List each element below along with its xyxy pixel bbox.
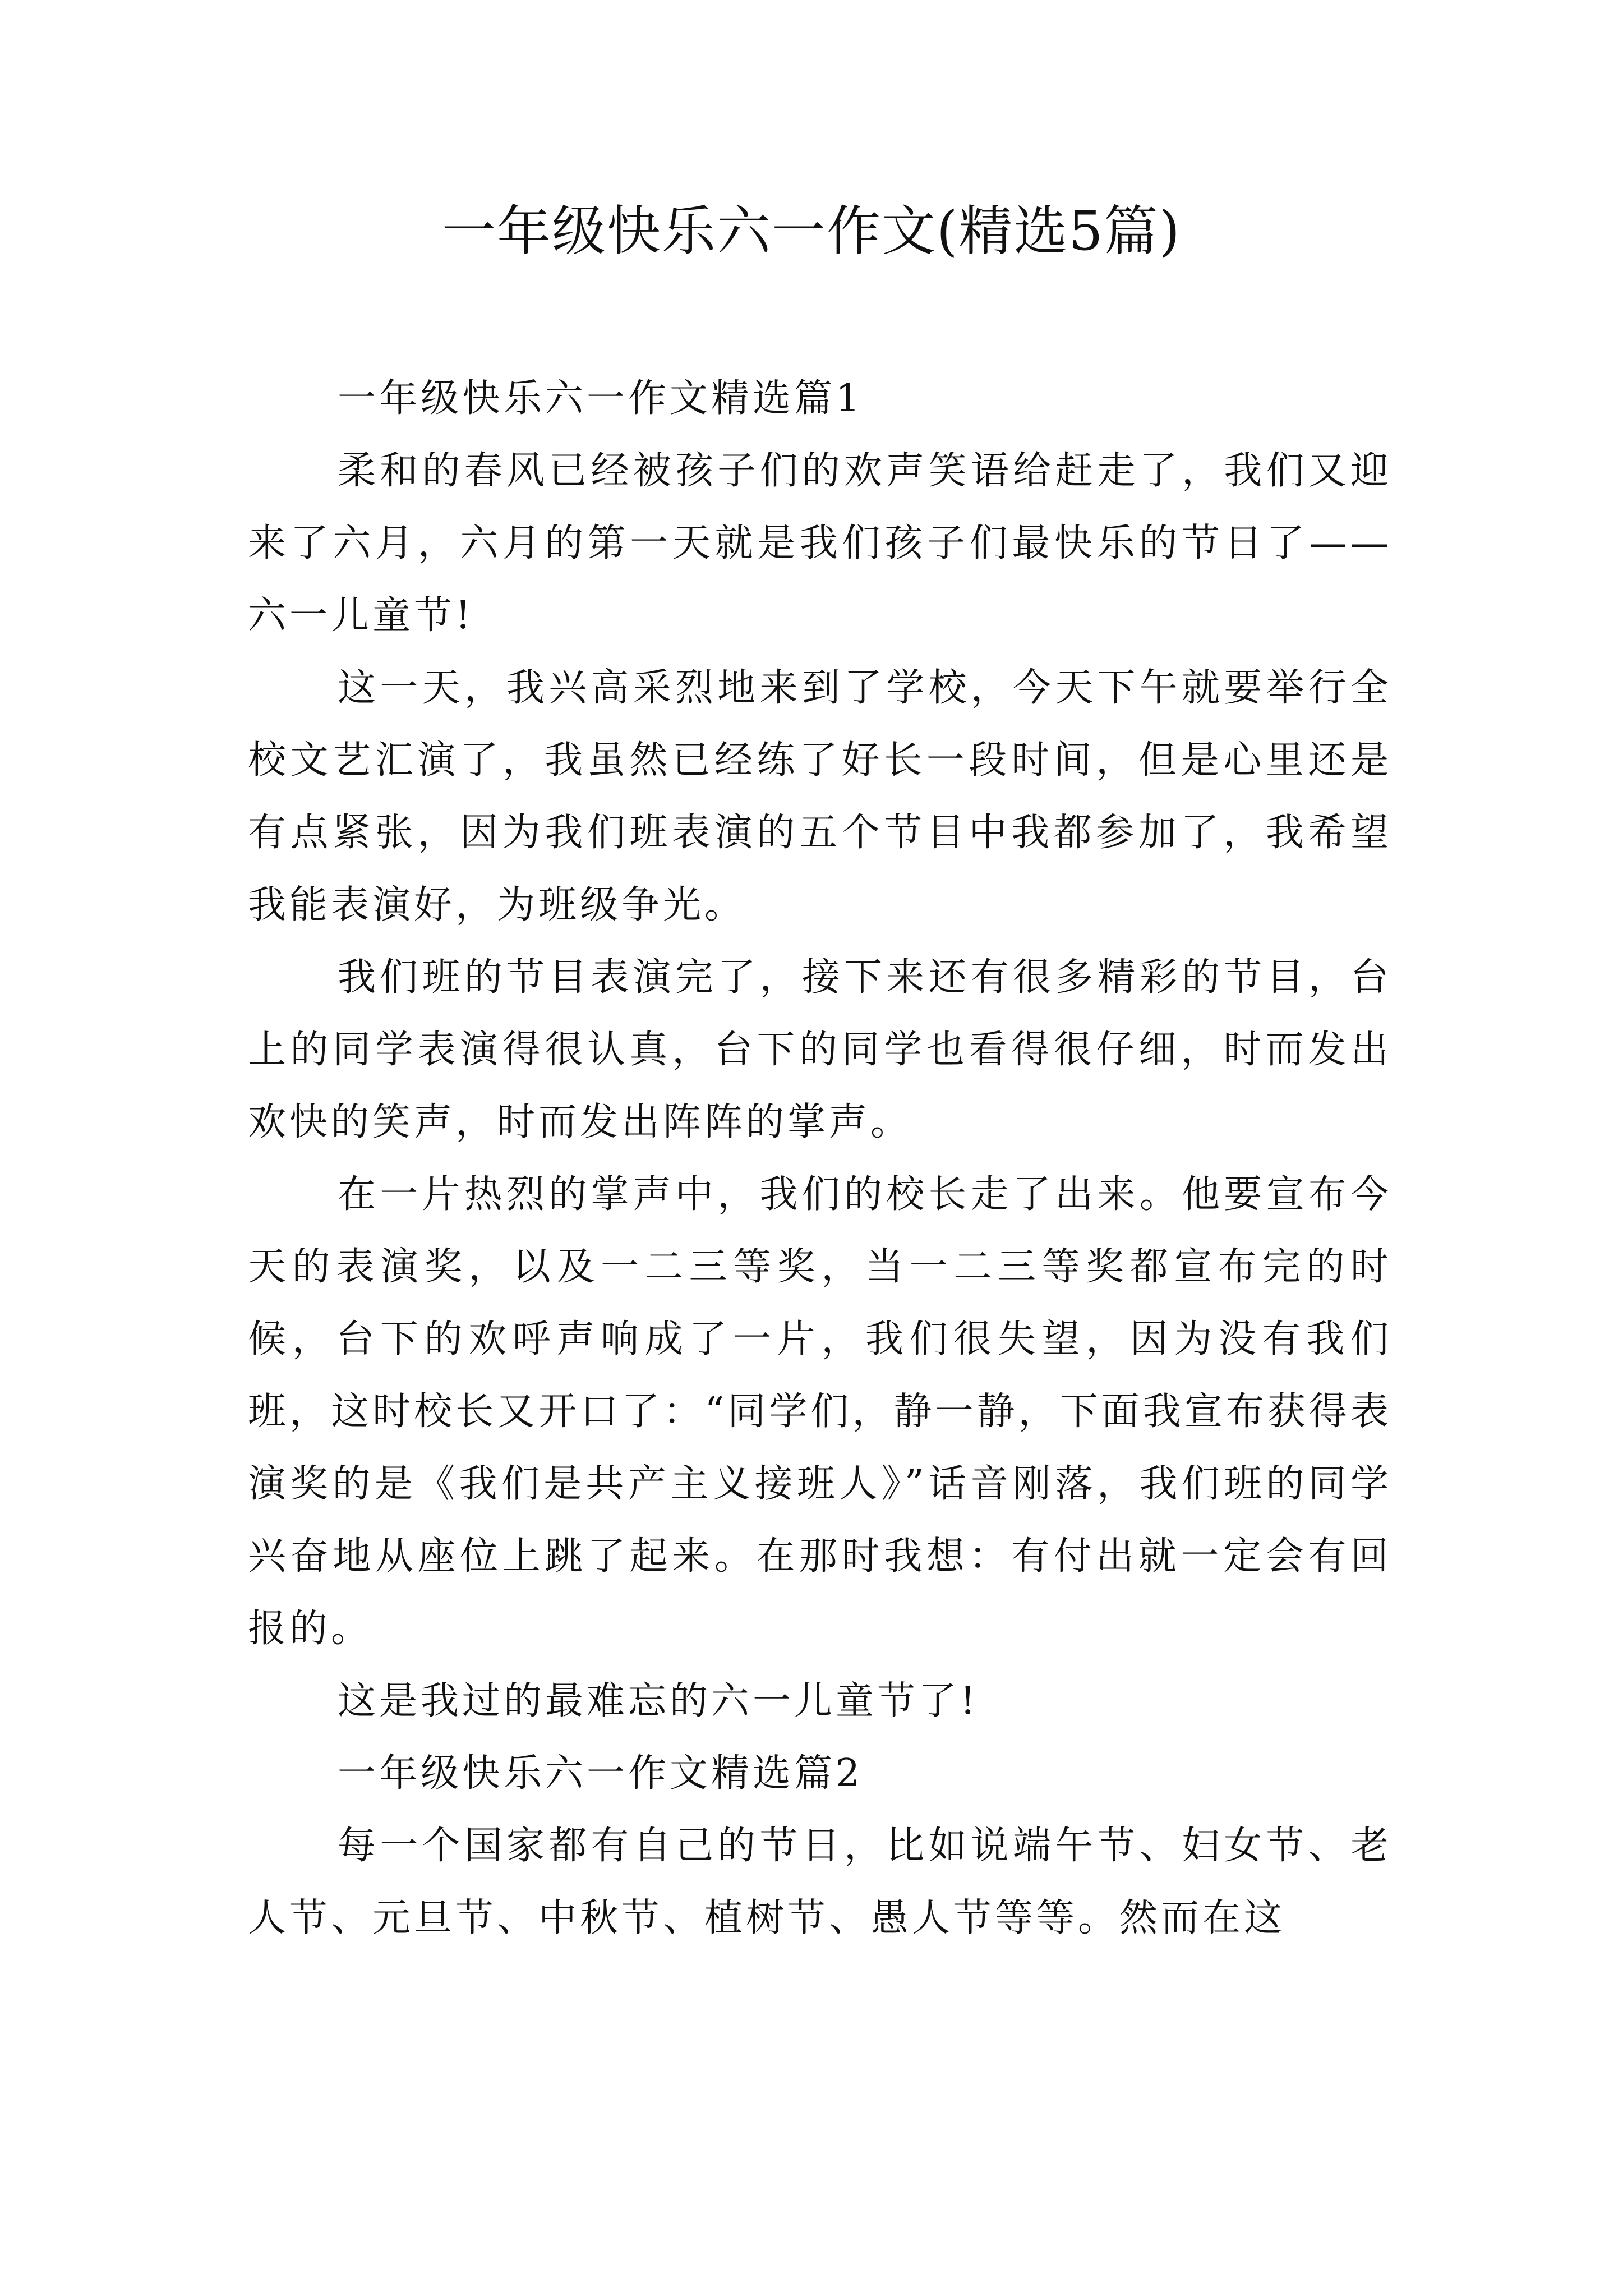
paragraph: 每一个国家都有自己的节日，比如说端午节、妇女节、老人节、元旦节、中秋节、植树节、愚人节等等。然而在这	[248, 1824, 1392, 1940]
document-body	[248, 362, 1392, 1954]
section-heading-2: 一年级快乐六一作文精选篇2	[338, 1751, 864, 1796]
paragraph: 在一片热烈的掌声中，我们的校长走了出来。他要宣布今天的表演奖，以及一二三等奖，当一二三等奖都宣布完的时候，台下的欢呼声响成了一片，我们很失望，因为没有我们班，这时校长又开口了：“同学们，静一静，下面我宣布获得表演奖的是《我们是共产主义接班人》”话音刚落，我们班的同学兴奋地从座位上跳了起来。在那时我想：有付出就一定会有回报的。	[248, 1172, 1392, 1651]
document-title: 一年级快乐六一作文(精选5篇)	[442, 200, 1181, 263]
section-heading-1: 一年级快乐六一作文精选篇1	[338, 376, 864, 421]
paragraph: 我们班的节目表演完了，接下来还有很多精彩的节目，台上的同学表演得很认真，台下的同学也看得很仔细，时而发出欢快的笑声，时而发出阵阵的掌声。	[248, 955, 1392, 1144]
paragraph: 这一天，我兴高采烈地来到了学校，今天下午就要举行全校文艺汇演了，我虽然已经练了好长一段时间，但是心里还是有点紧张，因为我们班表演的五个节目中我都参加了，我希望我能表演好，为班级争光。	[248, 666, 1392, 927]
paragraph: 柔和的春风已经被孩子们的欢声笑语给赶走了，我们又迎来了六月，六月的第一天就是我们孩子们最快乐的节日了——六一儿童节!	[248, 449, 1392, 638]
paragraph: 这是我过的最难忘的六一儿童节了!	[338, 1679, 979, 1723]
